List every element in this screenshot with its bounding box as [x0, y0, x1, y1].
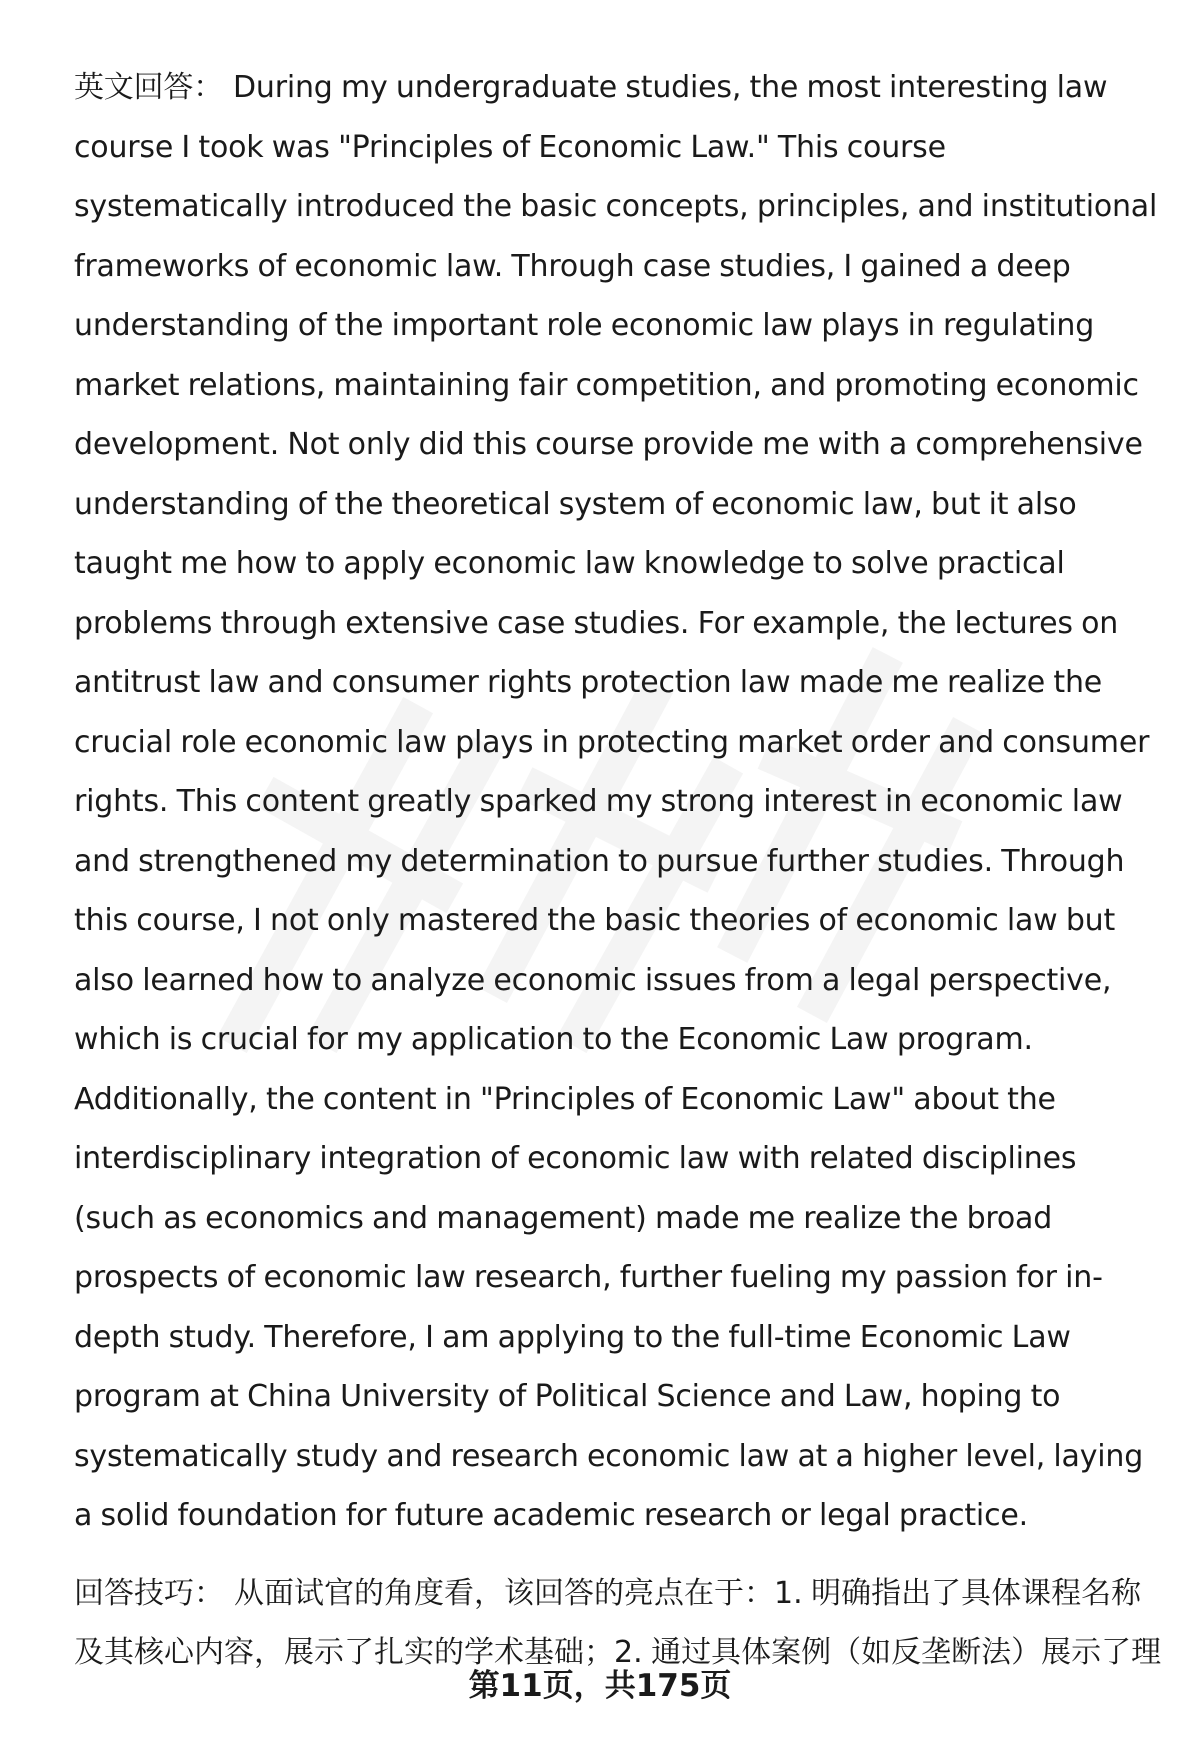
page-number-footer: 第11页，共175页: [468, 1668, 732, 1704]
english-answer-paragraph: [74, 58, 1164, 1546]
answer-tips-label: 回答技巧：: [74, 1575, 224, 1611]
english-answer-text: During my undergraduate studies, the most interesting law course I took was "Principles of Economic Law." This course systematically introduced the basic concepts, principles, and institutional frameworks of economic law. Through case studies, I gained a deep understanding of the important role economic law plays in regulating market relations, maintaining fair competition, and promoting economic development. Not only did this course provide me with a comprehensive understanding of the theoretical system of economic law, but it also taught me how to apply economic law knowledge to solve practical problems through extensive case studies. For example, the lectures on antitrust law and consumer rights protection law made me realize the crucial role economic law plays in protecting market order and consumer rights. This content greatly sparked my strong interest in economic law and strengthened my determination to pursue further studies. Through this course, I not only mastered the basic theories of economic law but also learned how to analyze economic issues from a legal perspective, which is crucial for my application to the Economic Law program. Additionally, the content in "Principles of Economic Law" about the interdisciplinary integration of economic law with related disciplines (such as economics and management) made me realize the broad prospects of economic law research, further fueling my passion for in-depth study. Therefore, I am applying to the full-time Economic Law program at China University of Political Science and Law, hoping to systematically study and research economic law at a higher level, laying a solid foundation for future academic research or legal practice.: [74, 70, 1158, 1533]
answer-tips-text: 从面试官的角度看，该回答的亮点在于：1. 明确指出了具体课程名称及其核心内容，展示了扎实的学术基础；2. 通过具体案例（如反垄断法）展示了理: [74, 1575, 1162, 1670]
main-content: [74, 58, 1164, 1683]
english-answer-label: 英文回答：: [74, 70, 223, 105]
